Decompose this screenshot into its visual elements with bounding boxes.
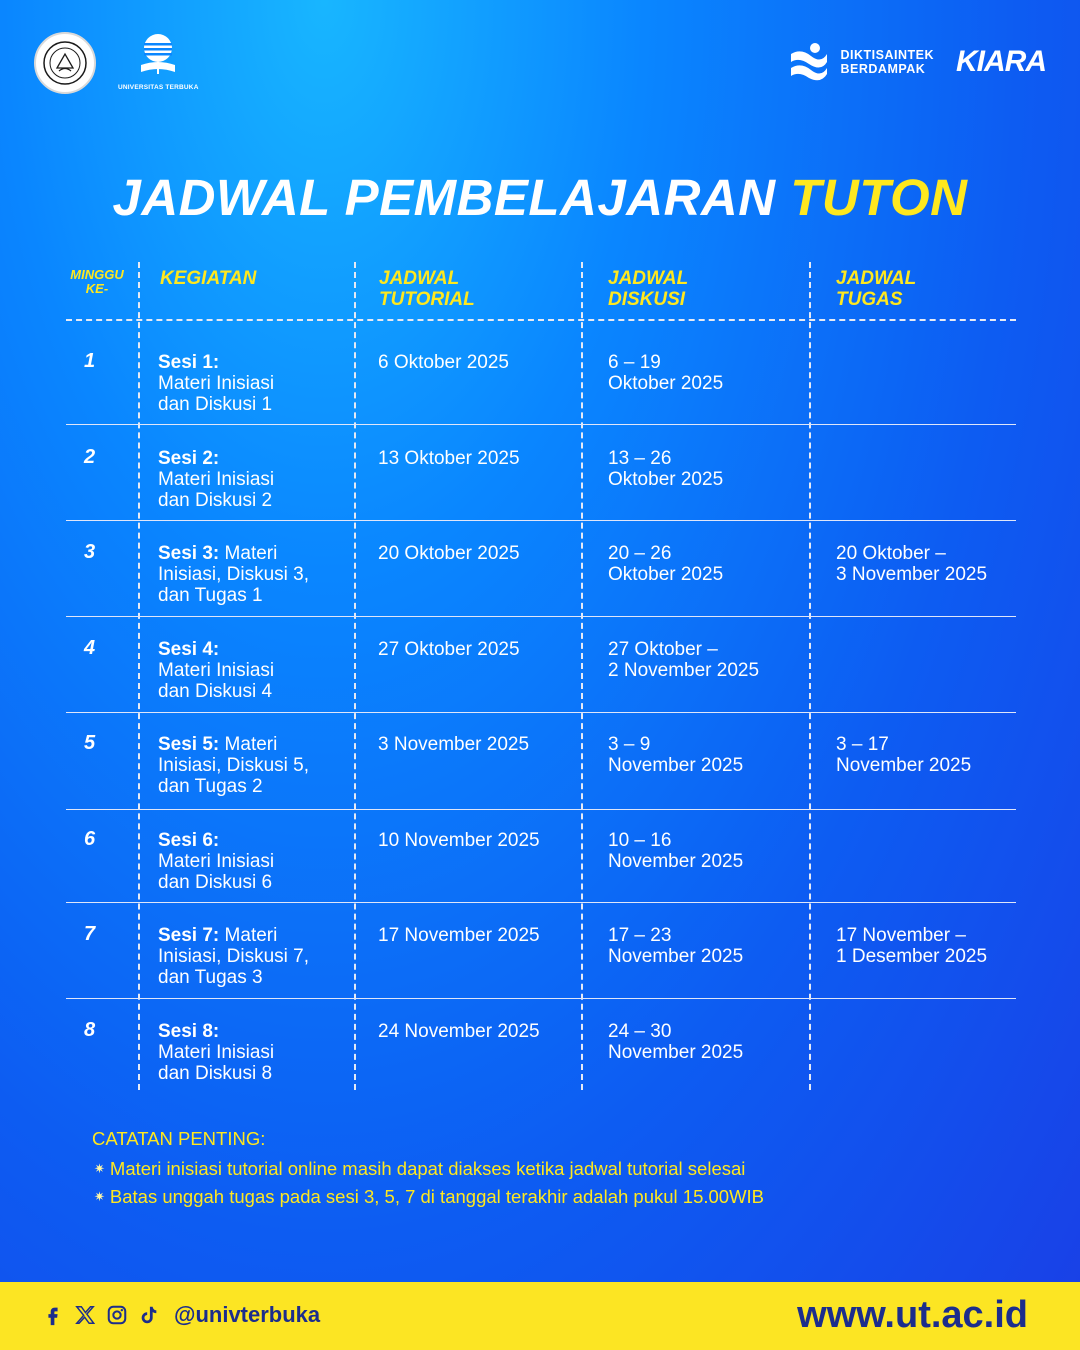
header-task <box>836 268 916 310</box>
note-item <box>92 1158 764 1180</box>
header-task-line1: JADWAL <box>836 268 917 289</box>
activity-cell <box>158 830 343 893</box>
session-label: Sesi 3: <box>158 543 220 564</box>
week-number: 6 <box>84 828 96 850</box>
table-row <box>0 523 1080 619</box>
activity-text: Materi Inisiasi dan Diskusi 1 <box>158 373 275 415</box>
tiktok-icon[interactable] <box>138 1304 160 1326</box>
table-row <box>0 332 1080 428</box>
ut-name-label: UNIVERSITAS TERBUKA <box>118 84 199 91</box>
table-row <box>0 619 1080 715</box>
activity-text: Materi Inisiasi dan Diskusi 4 <box>158 660 275 702</box>
title-accent: TUTON <box>790 169 968 226</box>
session-label: Sesi 6: <box>158 830 220 851</box>
session-label: Sesi 5: <box>158 734 220 755</box>
header-week-line2: KE- <box>85 281 109 296</box>
table-row <box>0 1001 1080 1097</box>
diktisaintek-icon <box>787 40 831 84</box>
discussion-date-cell: 20 – 26 Oktober 2025 <box>608 543 724 585</box>
table-row <box>0 714 1080 810</box>
activity-cell <box>158 1021 343 1084</box>
partner-logos-right <box>787 40 1047 84</box>
note-item <box>92 1186 764 1208</box>
activity-text: Materi Inisiasi, Diskusi 3, dan Tugas 1 <box>158 543 309 606</box>
session-label: Sesi 8: <box>158 1021 220 1042</box>
emblem-icon <box>42 40 88 86</box>
dikti-line2: BERDAMPAK <box>840 62 926 76</box>
activity-text: Materi Inisiasi dan Diskusi 6 <box>158 851 275 893</box>
week-number: 8 <box>84 1019 96 1041</box>
activity-cell <box>158 543 343 606</box>
header-discussion <box>608 268 688 310</box>
discussion-date-cell: 10 – 16 November 2025 <box>608 830 744 872</box>
discussion-date-cell: 3 – 9 November 2025 <box>608 734 744 776</box>
social-handle[interactable]: @univterbuka <box>174 1302 321 1327</box>
activity-cell <box>158 448 343 511</box>
note-text: Materi inisiasi tutorial online masih dapat diakses ketika jadwal tutorial selesai <box>109 1158 746 1179</box>
tutorial-date-cell: 3 November 2025 <box>378 734 530 755</box>
header-week-line1: MINGGU <box>70 267 124 282</box>
table-row <box>0 428 1080 524</box>
header-task-line2: TUGAS <box>836 289 903 310</box>
tutorial-date-cell: 24 November 2025 <box>378 1021 540 1042</box>
tutorial-date-cell: 13 Oktober 2025 <box>378 448 520 469</box>
partner-logos-left <box>34 32 199 94</box>
activity-text: Materi Inisiasi, Diskusi 7, dan Tugas 3 <box>158 925 309 988</box>
table-row <box>0 810 1080 906</box>
x-icon[interactable] <box>74 1304 96 1326</box>
universitas-terbuka-logo <box>118 32 199 91</box>
week-number: 7 <box>84 923 96 945</box>
discussion-date-cell: 27 Oktober – 2 November 2025 <box>608 639 760 681</box>
notes-title: CATATAN PENTING: <box>92 1128 266 1149</box>
header-tutorial-line1: JADWAL <box>379 268 460 289</box>
week-number: 4 <box>84 637 96 659</box>
task-date-cell: 3 – 17 November 2025 <box>836 734 972 776</box>
activity-text: Materi Inisiasi dan Diskusi 2 <box>158 469 275 511</box>
diktisaintek-logo <box>787 40 935 84</box>
week-number: 5 <box>84 732 96 754</box>
week-number: 1 <box>84 350 96 372</box>
sparkle-icon: ✷ <box>94 1161 105 1176</box>
dikti-line1: DIKTISAINTEK <box>840 48 934 62</box>
instagram-icon[interactable] <box>106 1304 128 1326</box>
session-label: Sesi 4: <box>158 639 220 660</box>
session-label: Sesi 1: <box>158 352 220 373</box>
footer-bar <box>0 1282 1080 1350</box>
activity-cell <box>158 925 343 988</box>
page-title <box>0 168 1080 227</box>
discussion-date-cell: 13 – 26 Oktober 2025 <box>608 448 724 490</box>
table-row <box>0 905 1080 1001</box>
tutorial-date-cell: 10 November 2025 <box>378 830 540 851</box>
header-activity: KEGIATAN <box>160 268 257 289</box>
tutorial-date-cell: 27 Oktober 2025 <box>378 639 520 660</box>
activity-text: Materi Inisiasi dan Diskusi 8 <box>158 1042 275 1084</box>
discussion-date-cell: 24 – 30 November 2025 <box>608 1021 744 1063</box>
diktisaintek-text <box>841 48 935 76</box>
session-label: Sesi 2: <box>158 448 220 469</box>
discussion-date-cell: 17 – 23 November 2025 <box>608 925 744 967</box>
important-notes <box>92 1128 764 1214</box>
note-text: Batas unggah tugas pada sesi 3, 5, 7 di tanggal terakhir adalah pukul 15.00WIB <box>109 1186 765 1207</box>
tutorial-date-cell: 6 Oktober 2025 <box>378 352 509 373</box>
discussion-date-cell: 6 – 19 Oktober 2025 <box>608 352 724 394</box>
tut-wuri-handayani-emblem <box>34 32 96 94</box>
facebook-icon[interactable] <box>42 1304 64 1326</box>
tutorial-date-cell: 17 November 2025 <box>378 925 540 946</box>
header-discussion-line1: JADWAL <box>608 268 689 289</box>
website-link[interactable]: www.ut.ac.id <box>797 1294 1028 1336</box>
activity-cell <box>158 639 343 702</box>
header-discussion-line2: DISKUSI <box>608 289 686 310</box>
ut-logo-icon <box>135 32 181 82</box>
task-date-cell: 20 Oktober – 3 November 2025 <box>836 543 988 585</box>
tutorial-date-cell: 20 Oktober 2025 <box>378 543 520 564</box>
header-tutorial <box>379 268 475 310</box>
week-number: 3 <box>84 541 96 563</box>
activity-text: Materi Inisiasi, Diskusi 5, dan Tugas 2 <box>158 734 309 797</box>
kiara-logo: KIARA <box>956 45 1046 78</box>
header-tutorial-line2: TUTORIAL <box>379 289 475 310</box>
activity-cell <box>158 352 343 415</box>
social-links <box>42 1302 320 1328</box>
task-date-cell: 17 November – 1 Desember 2025 <box>836 925 988 967</box>
session-label: Sesi 7: <box>158 925 220 946</box>
week-number: 2 <box>84 446 96 468</box>
header-divider <box>66 319 1016 321</box>
header-week <box>66 268 128 296</box>
activity-cell <box>158 734 343 797</box>
sparkle-icon: ✷ <box>94 1189 105 1204</box>
title-main: JADWAL PEMBELAJARAN <box>112 169 776 226</box>
